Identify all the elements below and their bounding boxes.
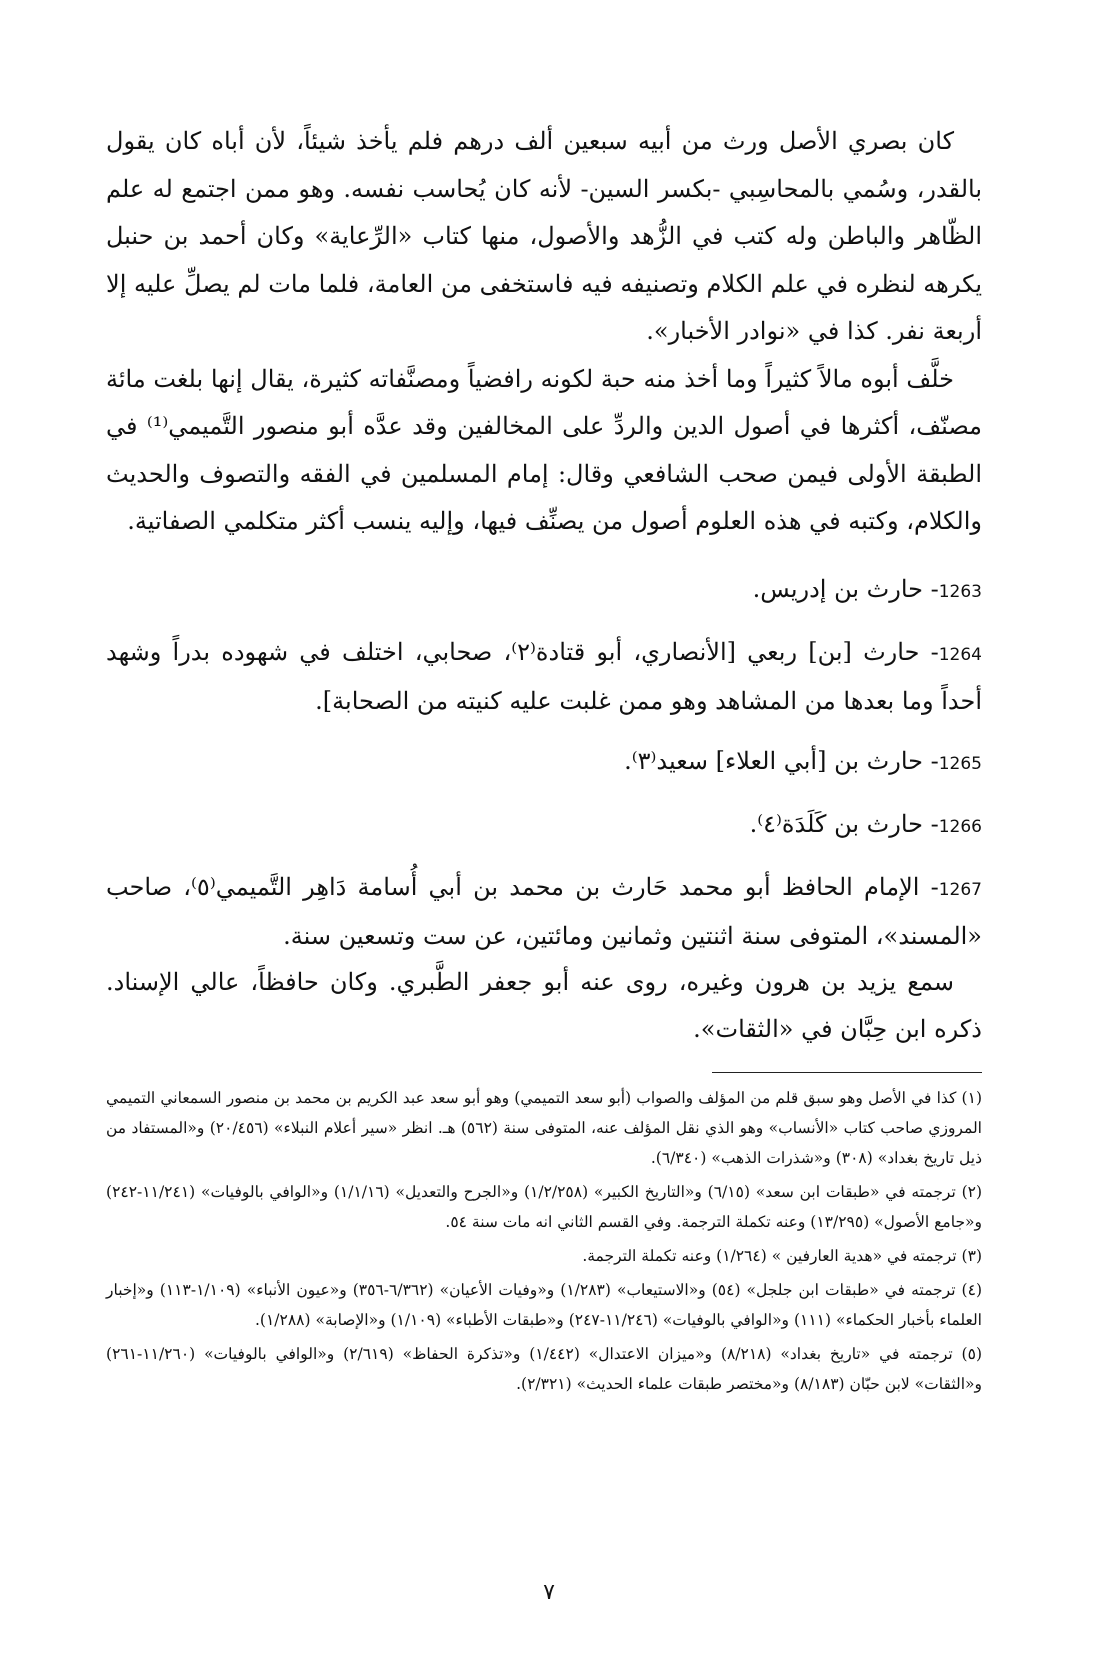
entry-1264 — [106, 629, 982, 724]
intro-paragraph-1: كان بصري الأصل ورث من أبيه سبعين ألف درهم فلم يأخذ شيئاً، لأن أباه كان يقول بالقدر، وسُمي بالمحاسِبي -بكسر السين- لأنه كان يُحاسب نفسه. وهو ممن اجتمع له علم الظّاهر والباطن وله كتب في الزُّهد والأصول، منها كتاب «الرِّعاية» وكان أحمد بن حنبل يكرهه لنظره في علم الكلام وتصنيفه فيه فاستخفى من العامة، فلما مات لم يصلِّ عليه إلا أربعة نفر. كذا في «نوادر الأخبار». — [106, 127, 982, 345]
footnotes — [106, 1083, 982, 1399]
entry-1263 — [106, 566, 982, 615]
entry-1265 — [106, 738, 982, 787]
main-text — [106, 118, 982, 1054]
entry-text: - حارث بن إدريس. — [752, 574, 939, 603]
entry-number: 1263 — [938, 581, 982, 602]
footnote-1: (١) كذا في الأصل وهو سبق قلم من المؤلف والصواب (أبو سعد التميمي) وهو أبو سعد عبد الكريم بن محمد بن منصور السمعاني التميمي المروزي صاحب كتاب «الأنساب» وهو الذي نقل المؤلف عنه، المتوفى سنة (٥٦٢) هـ. انظر «سير أعلام النبلاء» (٢٠/٤٥٦) و«المستفاد من ذيل تاريخ بغداد» (٣٠٨) و«شذرات الذهب» (٦/٣٤٠). — [106, 1088, 982, 1167]
page-number: ٧ — [543, 1580, 555, 1605]
entry-number: 1267 — [938, 879, 982, 900]
footnote-divider — [712, 1072, 982, 1073]
intro-paragraph-2: خلَّف أبوه مالاً كثيراً وما أخذ منه حبة لكونه رافضياً ومصنَّفاته كثيرة، يقال إنها بلغت مائة مصنّف، أكثرها في أصول الدين والردِّ على المخالفين وقد عدَّه أبو منصور التَّميمي⁽¹⁾ في الطبقة الأولى فيمن صحب الشافعي وقال: إمام المسلمين في الفقه والتصوف والحديث والكلام، وكتبه في هذه العلوم أصول من يصنِّف فيها، وإليه ينسب أكثر متكلمي الصفاتية. — [106, 364, 983, 535]
entry-text: - حارث بن [أبي العلاء] سعيد⁽٣⁾. — [624, 746, 939, 775]
entry-text: - الإمام الحافظ أبو محمد حَارث بن محمد بن أبي أُسامة دَاهِر التَّميمي⁽٥⁾، صاحب «المسند»، المتوفى سنة اثنتين وثمانين ومائتين، عن ست وتسعين سنة. — [106, 872, 982, 950]
entry-number: 1265 — [938, 753, 982, 774]
entry-text: - حارث بن كَلَدَة⁽٤⁾. — [749, 809, 939, 838]
footnote-2: (٢) ترجمته في «طبقات ابن سعد» (٦/١٥) و«التاريخ الكبير» (١/٢/٢٥٨) و«الجرح والتعديل» (١/١/١٦) و«الوافي بالوفيات» (١١/٢٤١-٢٤٢) و«جامع الأصول» (١٣/٢٩٥) وعنه تكملة الترجمة. وفي القسم الثاني انه مات سنة ٥٤. — [106, 1182, 983, 1231]
entry-text: - حارث [بن] ربعي [الأنصاري، أبو قتادة⁽٢⁾، صحابي، اختلف في شهوده بدراً وشهد أحداً وما بعدها من المشاهد وهو ممن غلبت عليه كنيته من الصحابة]. — [106, 637, 982, 715]
footnote-3: (٣) ترجمته في «هدية العارفين » (١/٢٦٤) وعنه تكملة الترجمة. — [582, 1246, 982, 1265]
entry-1267 — [106, 864, 982, 959]
entry-number: 1266 — [938, 816, 982, 837]
footnote-4: (٤) ترجمته في «طبقات ابن جلجل» (٥٤) و«الاستيعاب» (١/٢٨٣) و«وفيات الأعيان» (٦/٣٦٢-٣٥٦) و«عيون الأنباء» (١/١٠٩-١١٣) و«إخبار العلماء بأخبار الحكماء» (١١١) و«الوافي بالوفيات» (١١/٢٤٦-٢٤٧) و«طبقات الأطباء» (١/١٠٩) و«الإصابة» (١/٢٨٨). — [106, 1280, 982, 1329]
footnote-5: (٥) ترجمته في «تاريخ بغداد» (٨/٢١٨) و«ميزان الاعتدال» (١/٤٤٢) و«تذكرة الحفاظ» (٢/٦١٩) و«الوافي بالوفيات» (١١/٢٦٠-٢٦١) و«الثقات» لابن حبّان (٨/١٨٣) و«مختصر طبقات علماء الحديث» (٢/٣٢١). — [106, 1344, 982, 1393]
entry-1266 — [106, 801, 982, 850]
entry-1267-continuation: سمع يزيد بن هرون وغيره، روى عنه أبو جعفر الطَّبري. وكان حافظاً، عالي الإسناد. ذكره ابن حِبَّان في «الثقات». — [106, 967, 982, 1043]
entry-number: 1264 — [938, 644, 982, 665]
